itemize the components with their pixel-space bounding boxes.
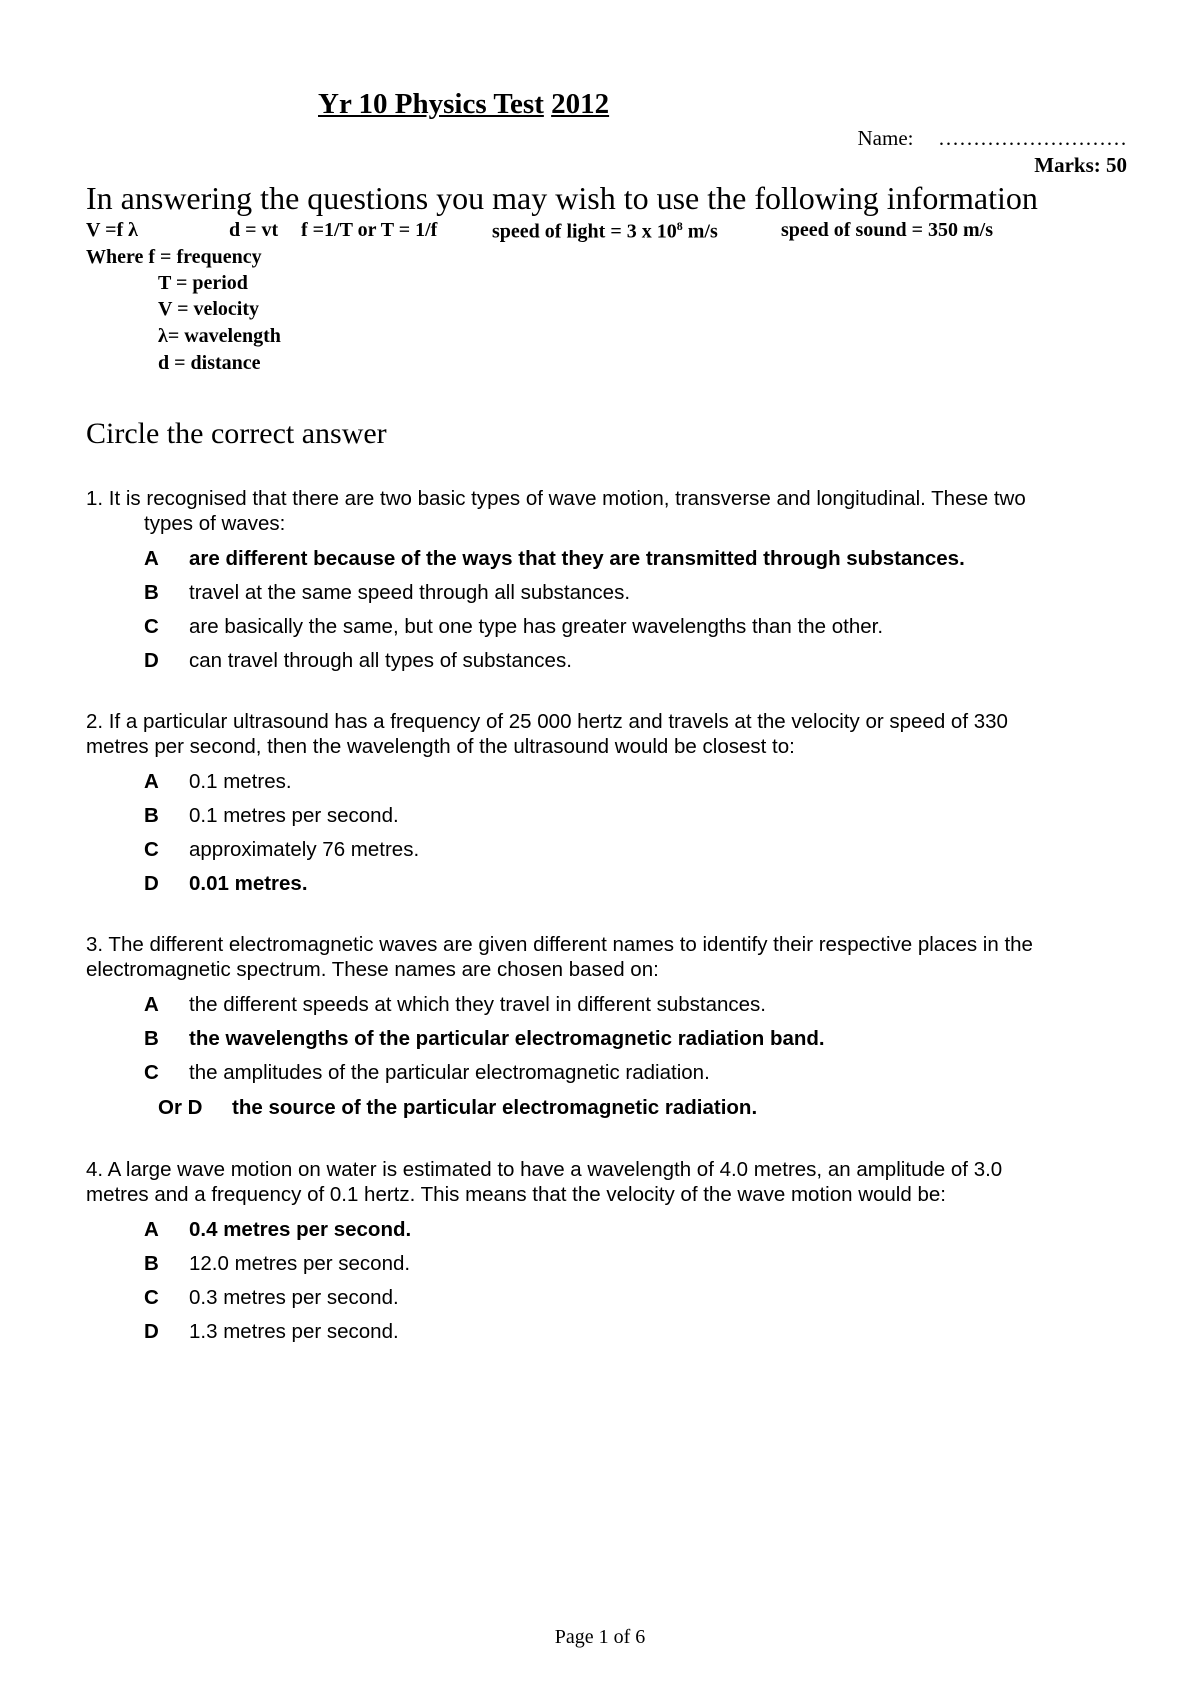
formula-frequency-period: f =1/T or T = 1/f	[301, 219, 438, 241]
option-text: are basically the same, but one type has greater wavelengths than the other.	[189, 615, 884, 638]
question-4-line-2: metres and a frequency of 0.1 hertz. This means that the velocity of the wave motion would be:	[86, 1183, 946, 1206]
question-4-line-1: 4. A large wave motion on water is estimated to have a wavelength of 4.0 metres, an amplitude of 3.0	[86, 1158, 1003, 1181]
formula-distance: d = vt	[229, 219, 279, 241]
definition-velocity: V = velocity	[158, 298, 260, 320]
name-label: Name:	[857, 126, 914, 150]
speed-of-light-prefix: speed of light = 3 x 10	[492, 220, 677, 243]
option-letter: A	[144, 1218, 159, 1241]
definition-wavelength: λ= wavelength	[158, 325, 281, 347]
option-text: are different because of the ways that they are transmitted through substances.	[189, 547, 965, 570]
option-letter: A	[144, 770, 159, 793]
page-title	[318, 88, 609, 121]
option-letter: C	[144, 1061, 159, 1084]
option-letter: C	[144, 615, 159, 638]
section-heading: Circle the correct answer	[86, 417, 387, 450]
option-letter: D	[144, 872, 159, 895]
definition-distance: d = distance	[158, 352, 261, 374]
question-3	[86, 932, 1130, 982]
info-heading: In answering the questions you may wish to use the following information	[86, 180, 1038, 216]
option-letter: C	[144, 838, 159, 861]
option-text: can travel through all types of substances.	[189, 649, 572, 672]
question-1-line-2: types of waves:	[144, 512, 286, 535]
question-1	[86, 486, 1130, 536]
formula-wave-equation: V =f λ	[86, 219, 138, 241]
option-text: the different speeds at which they travel in different substances.	[189, 993, 767, 1016]
option-text: the wavelengths of the particular electromagnetic radiation band.	[189, 1027, 825, 1050]
option-text: 0.1 metres per second.	[189, 804, 399, 827]
option-text: 0.01 metres.	[189, 872, 308, 895]
question-4	[86, 1157, 1130, 1207]
question-2-line-2: metres per second, then the wavelength of the ultrasound would be closest to:	[86, 735, 795, 758]
option-letter: B	[144, 581, 159, 604]
definition-period: T = period	[158, 272, 248, 294]
option-text: 1.3 metres per second.	[189, 1320, 399, 1343]
option-letter: B	[144, 804, 159, 827]
option-text: 12.0 metres per second.	[189, 1252, 411, 1275]
option-text: 0.3 metres per second.	[189, 1286, 399, 1309]
formula-speed-of-light	[492, 219, 718, 244]
question-2	[86, 709, 1130, 759]
question-1-line-1: 1. It is recognised that there are two basic types of wave motion, transverse and longitudinal. These two	[86, 487, 1026, 510]
question-2-line-1: 2. If a particular ultrasound has a frequency of 25 000 hertz and travels at the velocity or speed of 330	[86, 710, 1008, 733]
option-text: approximately 76 metres.	[189, 838, 420, 861]
option-letter: A	[144, 547, 159, 570]
definition-frequency: Where f = frequency	[86, 246, 262, 268]
option-letter: A	[144, 993, 159, 1016]
formula-speed-of-sound: speed of sound = 350 m/s	[781, 219, 993, 241]
speed-of-light-unit: m/s	[682, 220, 718, 243]
speed-of-light-exponent: 8	[676, 219, 683, 233]
option-letter: B	[144, 1027, 159, 1050]
option-letter: C	[144, 1286, 159, 1309]
option-letter: D	[144, 1320, 159, 1343]
name-blank: ………………………	[938, 126, 1127, 150]
option-text: travel at the same speed through all substances.	[189, 581, 631, 604]
option-letter: B	[144, 1252, 159, 1275]
option-text: the source of the particular electromagnetic radiation.	[232, 1096, 758, 1119]
marks-total: Marks: 50	[1034, 153, 1127, 177]
name-field-line	[858, 126, 1127, 151]
option-text: 0.1 metres.	[189, 770, 292, 793]
option-letter: D	[144, 649, 159, 672]
option-letter: Or D	[158, 1096, 203, 1119]
option-text: the amplitudes of the particular electromagnetic radiation.	[189, 1061, 710, 1084]
option-text: 0.4 metres per second.	[189, 1218, 412, 1241]
title-year: 2012	[551, 88, 610, 120]
title-text: Yr 10 Physics Test	[318, 88, 544, 120]
page-number: Page 1 of 6	[554, 1626, 646, 1648]
question-3-line-1: 3. The different electromagnetic waves are given different names to identify their respective places in the	[86, 933, 1033, 956]
question-3-line-2: electromagnetic spectrum. These names are chosen based on:	[86, 958, 659, 981]
